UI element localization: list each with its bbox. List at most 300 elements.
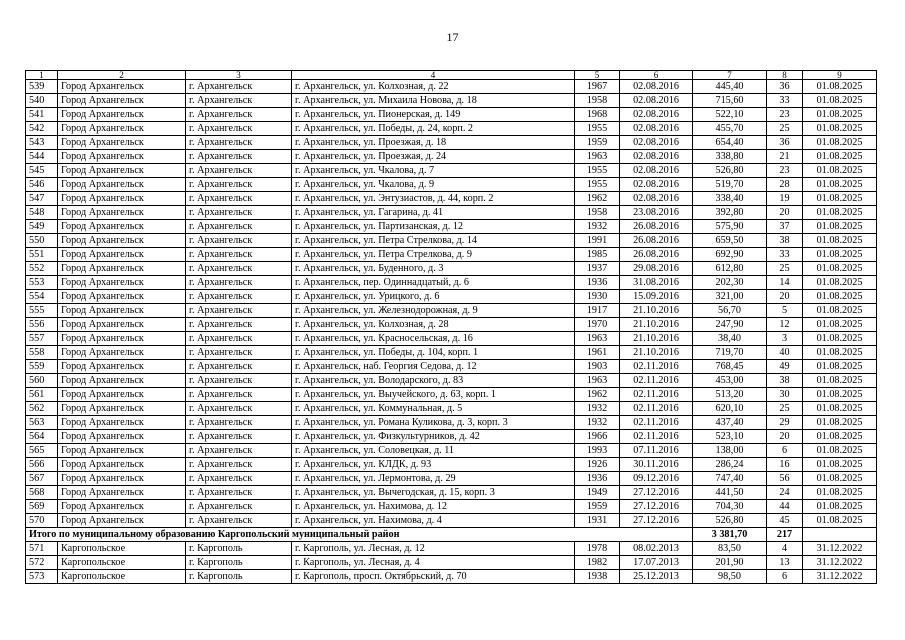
settlement-cell: г. Архангельск [186, 388, 292, 402]
residents-cell: 16 [767, 458, 803, 472]
table-row [26, 276, 877, 290]
settlement-cell: г. Архангельск [186, 206, 292, 220]
municipality-cell: Город Архангельск [58, 178, 186, 192]
recognition-date-cell: 26.08.2016 [620, 220, 693, 234]
area-cell: 526,80 [693, 514, 767, 528]
residents-cell: 28 [767, 178, 803, 192]
table-row [26, 430, 877, 444]
recognition-date-cell: 15.09.2016 [620, 290, 693, 304]
resettlement-deadline-cell: 01.08.2025 [803, 220, 877, 234]
row-number-cell: 542 [26, 122, 58, 136]
residents-cell: 38 [767, 234, 803, 248]
area-cell: 715,60 [693, 94, 767, 108]
settlement-cell: г. Архангельск [186, 136, 292, 150]
table-row [26, 570, 877, 584]
column-header: 1 [26, 71, 58, 80]
area-cell: 747,40 [693, 472, 767, 486]
recognition-date-cell: 17.07.2013 [620, 556, 693, 570]
year-built-cell: 1931 [575, 514, 620, 528]
table-row [26, 290, 877, 304]
address-cell: г. Архангельск, ул. Физкультурников, д. 42 [292, 430, 575, 444]
address-cell: г. Архангельск, ул. Партизанская, д. 12 [292, 220, 575, 234]
table-row [26, 514, 877, 528]
address-cell: г. Архангельск, ул. Петра Стрелкова, д. 9 [292, 248, 575, 262]
residents-cell: 25 [767, 402, 803, 416]
settlement-cell: г. Архангельск [186, 402, 292, 416]
address-cell: г. Архангельск, ул. Нахимова, д. 12 [292, 500, 575, 514]
recognition-date-cell: 21.10.2016 [620, 332, 693, 346]
area-cell: 247,90 [693, 318, 767, 332]
address-cell: г. Архангельск, ул. Проезжая, д. 24 [292, 150, 575, 164]
resettlement-deadline-cell: 01.08.2025 [803, 206, 877, 220]
settlement-cell: г. Архангельск [186, 178, 292, 192]
recognition-date-cell: 23.08.2016 [620, 206, 693, 220]
row-number-cell: 573 [26, 570, 58, 584]
address-cell: г. Архангельск, ул. Победы, д. 24, корп. 2 [292, 122, 575, 136]
column-header: 2 [58, 71, 186, 80]
table-row [26, 262, 877, 276]
recognition-date-cell: 08.02.2013 [620, 542, 693, 556]
area-cell: 38,40 [693, 332, 767, 346]
year-built-cell: 1938 [575, 570, 620, 584]
year-built-cell: 1961 [575, 346, 620, 360]
address-cell: г. Архангельск, ул. Лермонтова, д. 29 [292, 472, 575, 486]
municipality-cell: Город Архангельск [58, 444, 186, 458]
recognition-date-cell: 02.08.2016 [620, 108, 693, 122]
table-row [26, 178, 877, 192]
year-built-cell: 1917 [575, 304, 620, 318]
row-number-cell: 548 [26, 206, 58, 220]
resettlement-deadline-cell: 01.08.2025 [803, 416, 877, 430]
table-row [26, 150, 877, 164]
row-number-cell: 556 [26, 318, 58, 332]
settlement-cell: г. Архангельск [186, 304, 292, 318]
row-number-cell: 572 [26, 556, 58, 570]
area-cell: 392,80 [693, 206, 767, 220]
municipality-cell: Город Архангельск [58, 220, 186, 234]
settlement-cell: г. Архангельск [186, 262, 292, 276]
area-cell: 455,70 [693, 122, 767, 136]
area-cell: 138,00 [693, 444, 767, 458]
total-label: Итого по муниципальному образованию Каргопольский муниципальный район [26, 528, 693, 542]
resettlement-deadline-cell: 01.08.2025 [803, 388, 877, 402]
address-cell: г. Архангельск, наб. Георгия Седова, д. 12 [292, 360, 575, 374]
year-built-cell: 1958 [575, 206, 620, 220]
recognition-date-cell: 30.11.2016 [620, 458, 693, 472]
address-cell: г. Каргополь, просп. Октябрьский, д. 70 [292, 570, 575, 584]
year-built-cell: 1903 [575, 360, 620, 374]
table-row [26, 108, 877, 122]
column-header: 8 [767, 71, 803, 80]
year-built-cell: 1932 [575, 416, 620, 430]
settlement-cell: г. Архангельск [186, 360, 292, 374]
recognition-date-cell: 02.08.2016 [620, 178, 693, 192]
address-cell: г. Архангельск, ул. Чкалова, д. 7 [292, 164, 575, 178]
resettlement-deadline-cell: 01.08.2025 [803, 444, 877, 458]
residents-cell: 6 [767, 570, 803, 584]
residents-cell: 19 [767, 192, 803, 206]
year-built-cell: 1936 [575, 276, 620, 290]
area-cell: 437,40 [693, 416, 767, 430]
row-number-cell: 563 [26, 416, 58, 430]
municipality-cell: Город Архангельск [58, 514, 186, 528]
municipality-cell: Город Архангельск [58, 486, 186, 500]
table-row [26, 192, 877, 206]
residents-cell: 30 [767, 388, 803, 402]
row-number-cell: 546 [26, 178, 58, 192]
row-number-cell: 566 [26, 458, 58, 472]
year-built-cell: 1985 [575, 248, 620, 262]
recognition-date-cell: 02.11.2016 [620, 374, 693, 388]
municipality-cell: Город Архангельск [58, 164, 186, 178]
year-built-cell: 1955 [575, 178, 620, 192]
settlement-cell: г. Каргополь [186, 542, 292, 556]
row-number-cell: 554 [26, 290, 58, 304]
resettlement-deadline-cell: 01.08.2025 [803, 94, 877, 108]
year-built-cell: 1963 [575, 150, 620, 164]
municipality-cell: Город Архангельск [58, 318, 186, 332]
recognition-date-cell: 02.08.2016 [620, 94, 693, 108]
resettlement-deadline-cell: 01.08.2025 [803, 234, 877, 248]
municipality-cell: Город Архангельск [58, 150, 186, 164]
settlement-cell: г. Архангельск [186, 192, 292, 206]
residents-cell: 6 [767, 444, 803, 458]
table-row [26, 122, 877, 136]
resettlement-deadline-cell: 01.08.2025 [803, 514, 877, 528]
table-row [26, 164, 877, 178]
recognition-date-cell: 02.08.2016 [620, 122, 693, 136]
recognition-date-cell: 02.11.2016 [620, 360, 693, 374]
year-built-cell: 1962 [575, 388, 620, 402]
area-cell: 201,90 [693, 556, 767, 570]
year-built-cell: 1958 [575, 94, 620, 108]
total-row [26, 528, 877, 542]
area-cell: 575,90 [693, 220, 767, 234]
resettlement-deadline-cell: 01.08.2025 [803, 458, 877, 472]
address-cell: г. Архангельск, ул. Нахимова, д. 4 [292, 514, 575, 528]
table-row [26, 388, 877, 402]
column-header: 3 [186, 71, 292, 80]
municipality-cell: Город Архангельск [58, 402, 186, 416]
residents-cell: 13 [767, 556, 803, 570]
settlement-cell: г. Архангельск [186, 150, 292, 164]
resettlement-deadline-cell: 01.08.2025 [803, 178, 877, 192]
area-cell: 202,30 [693, 276, 767, 290]
column-header: 9 [803, 71, 877, 80]
settlement-cell: г. Архангельск [186, 290, 292, 304]
recognition-date-cell: 25.12.2013 [620, 570, 693, 584]
residents-cell: 20 [767, 430, 803, 444]
table-row [26, 248, 877, 262]
resettlement-deadline-cell: 31.12.2022 [803, 570, 877, 584]
municipality-cell: Город Архангельск [58, 290, 186, 304]
recognition-date-cell: 21.10.2016 [620, 346, 693, 360]
address-cell: г. Архангельск, ул. Колхозная, д. 22 [292, 80, 575, 94]
settlement-cell: г. Архангельск [186, 220, 292, 234]
row-number-cell: 570 [26, 514, 58, 528]
recognition-date-cell: 02.11.2016 [620, 416, 693, 430]
column-number-row [26, 71, 877, 80]
recognition-date-cell: 26.08.2016 [620, 234, 693, 248]
resettlement-deadline-cell: 31.12.2022 [803, 542, 877, 556]
year-built-cell: 1936 [575, 472, 620, 486]
table-row [26, 94, 877, 108]
area-cell: 513,20 [693, 388, 767, 402]
municipality-cell: Город Архангельск [58, 416, 186, 430]
year-built-cell: 1932 [575, 220, 620, 234]
year-built-cell: 1949 [575, 486, 620, 500]
residents-cell: 3 [767, 332, 803, 346]
settlement-cell: г. Архангельск [186, 94, 292, 108]
row-number-cell: 552 [26, 262, 58, 276]
address-cell: г. Архангельск, ул. Буденного, д. 3 [292, 262, 575, 276]
residents-cell: 12 [767, 318, 803, 332]
municipality-cell: Каргопольское [58, 556, 186, 570]
year-built-cell: 1993 [575, 444, 620, 458]
year-built-cell: 1932 [575, 402, 620, 416]
address-cell: г. Архангельск, ул. Урицкого, д. 6 [292, 290, 575, 304]
housing-register-table [25, 70, 877, 584]
recognition-date-cell: 21.10.2016 [620, 304, 693, 318]
residents-cell: 36 [767, 80, 803, 94]
table-row [26, 416, 877, 430]
residents-cell: 20 [767, 290, 803, 304]
row-number-cell: 557 [26, 332, 58, 346]
municipality-cell: Город Архангельск [58, 248, 186, 262]
resettlement-deadline-cell: 01.08.2025 [803, 472, 877, 486]
settlement-cell: г. Архангельск [186, 318, 292, 332]
total-area: 3 381,70 [693, 528, 767, 542]
municipality-cell: Город Архангельск [58, 388, 186, 402]
row-number-cell: 553 [26, 276, 58, 290]
recognition-date-cell: 27.12.2016 [620, 514, 693, 528]
row-number-cell: 547 [26, 192, 58, 206]
resettlement-deadline-cell: 01.08.2025 [803, 346, 877, 360]
settlement-cell: г. Архангельск [186, 374, 292, 388]
row-number-cell: 539 [26, 80, 58, 94]
row-number-cell: 540 [26, 94, 58, 108]
residents-cell: 56 [767, 472, 803, 486]
recognition-date-cell: 09.12.2016 [620, 472, 693, 486]
recognition-date-cell: 07.11.2016 [620, 444, 693, 458]
table-row [26, 486, 877, 500]
year-built-cell: 1930 [575, 290, 620, 304]
recognition-date-cell: 27.12.2016 [620, 486, 693, 500]
row-number-cell: 569 [26, 500, 58, 514]
municipality-cell: Город Архангельск [58, 136, 186, 150]
row-number-cell: 561 [26, 388, 58, 402]
address-cell: г. Архангельск, ул. Энтузиастов, д. 44, корп. 2 [292, 192, 575, 206]
year-built-cell: 1959 [575, 136, 620, 150]
column-header: 4 [292, 71, 575, 80]
area-cell: 321,00 [693, 290, 767, 304]
resettlement-deadline-cell: 01.08.2025 [803, 374, 877, 388]
resettlement-deadline-cell: 01.08.2025 [803, 332, 877, 346]
address-cell: г. Архангельск, ул. Вычегодская, д. 15, корп. 3 [292, 486, 575, 500]
recognition-date-cell: 02.08.2016 [620, 164, 693, 178]
settlement-cell: г. Архангельск [186, 458, 292, 472]
municipality-cell: Город Архангельск [58, 472, 186, 486]
area-cell: 286,24 [693, 458, 767, 472]
resettlement-deadline-cell: 01.08.2025 [803, 80, 877, 94]
year-built-cell: 1991 [575, 234, 620, 248]
row-number-cell: 544 [26, 150, 58, 164]
recognition-date-cell: 31.08.2016 [620, 276, 693, 290]
table-row [26, 374, 877, 388]
table-row [26, 444, 877, 458]
residents-cell: 23 [767, 164, 803, 178]
year-built-cell: 1970 [575, 318, 620, 332]
resettlement-deadline-cell: 01.08.2025 [803, 276, 877, 290]
municipality-cell: Город Архангельск [58, 332, 186, 346]
municipality-cell: Каргопольское [58, 542, 186, 556]
area-cell: 522,10 [693, 108, 767, 122]
area-cell: 83,50 [693, 542, 767, 556]
table-row [26, 360, 877, 374]
area-cell: 620,10 [693, 402, 767, 416]
table-row [26, 472, 877, 486]
address-cell: г. Архангельск, ул. Чкалова, д. 9 [292, 178, 575, 192]
column-header: 7 [693, 71, 767, 80]
address-cell: г. Архангельск, ул. Володарского, д. 83 [292, 374, 575, 388]
area-cell: 453,00 [693, 374, 767, 388]
residents-cell: 37 [767, 220, 803, 234]
year-built-cell: 1978 [575, 542, 620, 556]
column-header: 6 [620, 71, 693, 80]
residents-cell: 40 [767, 346, 803, 360]
year-built-cell: 1968 [575, 108, 620, 122]
settlement-cell: г. Архангельск [186, 164, 292, 178]
row-number-cell: 568 [26, 486, 58, 500]
row-number-cell: 562 [26, 402, 58, 416]
table-row [26, 318, 877, 332]
page-number: 17 [446, 30, 459, 44]
settlement-cell: г. Архангельск [186, 416, 292, 430]
address-cell: г. Архангельск, ул. Соловецкая, д. 11 [292, 444, 575, 458]
area-cell: 526,80 [693, 164, 767, 178]
area-cell: 519,70 [693, 178, 767, 192]
row-number-cell: 550 [26, 234, 58, 248]
area-cell: 441,50 [693, 486, 767, 500]
municipality-cell: Город Архангельск [58, 374, 186, 388]
row-number-cell: 543 [26, 136, 58, 150]
municipality-cell: Город Архангельск [58, 360, 186, 374]
table-row [26, 402, 877, 416]
resettlement-deadline-cell: 01.08.2025 [803, 248, 877, 262]
recognition-date-cell: 21.10.2016 [620, 318, 693, 332]
settlement-cell: г. Архангельск [186, 500, 292, 514]
address-cell: г. Архангельск, ул. Железнодорожная, д. 9 [292, 304, 575, 318]
settlement-cell: г. Архангельск [186, 108, 292, 122]
resettlement-deadline-cell: 31.12.2022 [803, 556, 877, 570]
residents-cell: 14 [767, 276, 803, 290]
column-header: 5 [575, 71, 620, 80]
municipality-cell: Город Архангельск [58, 192, 186, 206]
table-row [26, 80, 877, 94]
recognition-date-cell: 02.11.2016 [620, 402, 693, 416]
area-cell: 445,40 [693, 80, 767, 94]
area-cell: 523,10 [693, 430, 767, 444]
settlement-cell: г. Архангельск [186, 486, 292, 500]
table-row [26, 556, 877, 570]
row-number-cell: 564 [26, 430, 58, 444]
municipality-cell: Город Архангельск [58, 80, 186, 94]
year-built-cell: 1937 [575, 262, 620, 276]
address-cell: г. Архангельск, ул. Проезжая, д. 18 [292, 136, 575, 150]
settlement-cell: г. Архангельск [186, 430, 292, 444]
table-row [26, 220, 877, 234]
area-cell: 338,40 [693, 192, 767, 206]
resettlement-deadline-cell: 01.08.2025 [803, 136, 877, 150]
resettlement-deadline-cell: 01.08.2025 [803, 122, 877, 136]
resettlement-deadline-cell: 01.08.2025 [803, 430, 877, 444]
recognition-date-cell: 02.08.2016 [620, 80, 693, 94]
settlement-cell: г. Архангельск [186, 444, 292, 458]
row-number-cell: 551 [26, 248, 58, 262]
table-row [26, 234, 877, 248]
address-cell: г. Архангельск, ул. Петра Стрелкова, д. 14 [292, 234, 575, 248]
year-built-cell: 1955 [575, 122, 620, 136]
row-number-cell: 558 [26, 346, 58, 360]
area-cell: 692,90 [693, 248, 767, 262]
residents-cell: 33 [767, 248, 803, 262]
area-cell: 98,50 [693, 570, 767, 584]
residents-cell: 33 [767, 94, 803, 108]
row-number-cell: 549 [26, 220, 58, 234]
area-cell: 654,40 [693, 136, 767, 150]
residents-cell: 21 [767, 150, 803, 164]
recognition-date-cell: 02.08.2016 [620, 150, 693, 164]
area-cell: 719,70 [693, 346, 767, 360]
municipality-cell: Город Архангельск [58, 262, 186, 276]
area-cell: 338,80 [693, 150, 767, 164]
recognition-date-cell: 29.08.2016 [620, 262, 693, 276]
municipality-cell: Город Архангельск [58, 122, 186, 136]
residents-cell: 44 [767, 500, 803, 514]
total-residents: 217 [767, 528, 803, 542]
year-built-cell: 1963 [575, 332, 620, 346]
table-row [26, 458, 877, 472]
year-built-cell: 1982 [575, 556, 620, 570]
settlement-cell: г. Архангельск [186, 234, 292, 248]
row-number-cell: 541 [26, 108, 58, 122]
residents-cell: 36 [767, 136, 803, 150]
table-row [26, 206, 877, 220]
settlement-cell: г. Архангельск [186, 122, 292, 136]
municipality-cell: Город Архангельск [58, 500, 186, 514]
resettlement-deadline-cell: 01.08.2025 [803, 402, 877, 416]
recognition-date-cell: 26.08.2016 [620, 248, 693, 262]
address-cell: г. Архангельск, ул. Красносельская, д. 16 [292, 332, 575, 346]
settlement-cell: г. Архангельск [186, 332, 292, 346]
municipality-cell: Город Архангельск [58, 234, 186, 248]
year-built-cell: 1962 [575, 192, 620, 206]
resettlement-deadline-cell: 01.08.2025 [803, 290, 877, 304]
recognition-date-cell: 02.08.2016 [620, 136, 693, 150]
address-cell: г. Архангельск, пер. Одиннадцатый, д. 6 [292, 276, 575, 290]
municipality-cell: Город Архангельск [58, 430, 186, 444]
year-built-cell: 1926 [575, 458, 620, 472]
settlement-cell: г. Архангельск [186, 80, 292, 94]
resettlement-deadline-cell: 01.08.2025 [803, 262, 877, 276]
municipality-cell: Город Архангельск [58, 346, 186, 360]
settlement-cell: г. Архангельск [186, 472, 292, 486]
recognition-date-cell: 27.12.2016 [620, 500, 693, 514]
settlement-cell: г. Архангельск [186, 276, 292, 290]
settlement-cell: г. Каргополь [186, 570, 292, 584]
year-built-cell: 1959 [575, 500, 620, 514]
address-cell: г. Архангельск, ул. Гагарина, д. 41 [292, 206, 575, 220]
